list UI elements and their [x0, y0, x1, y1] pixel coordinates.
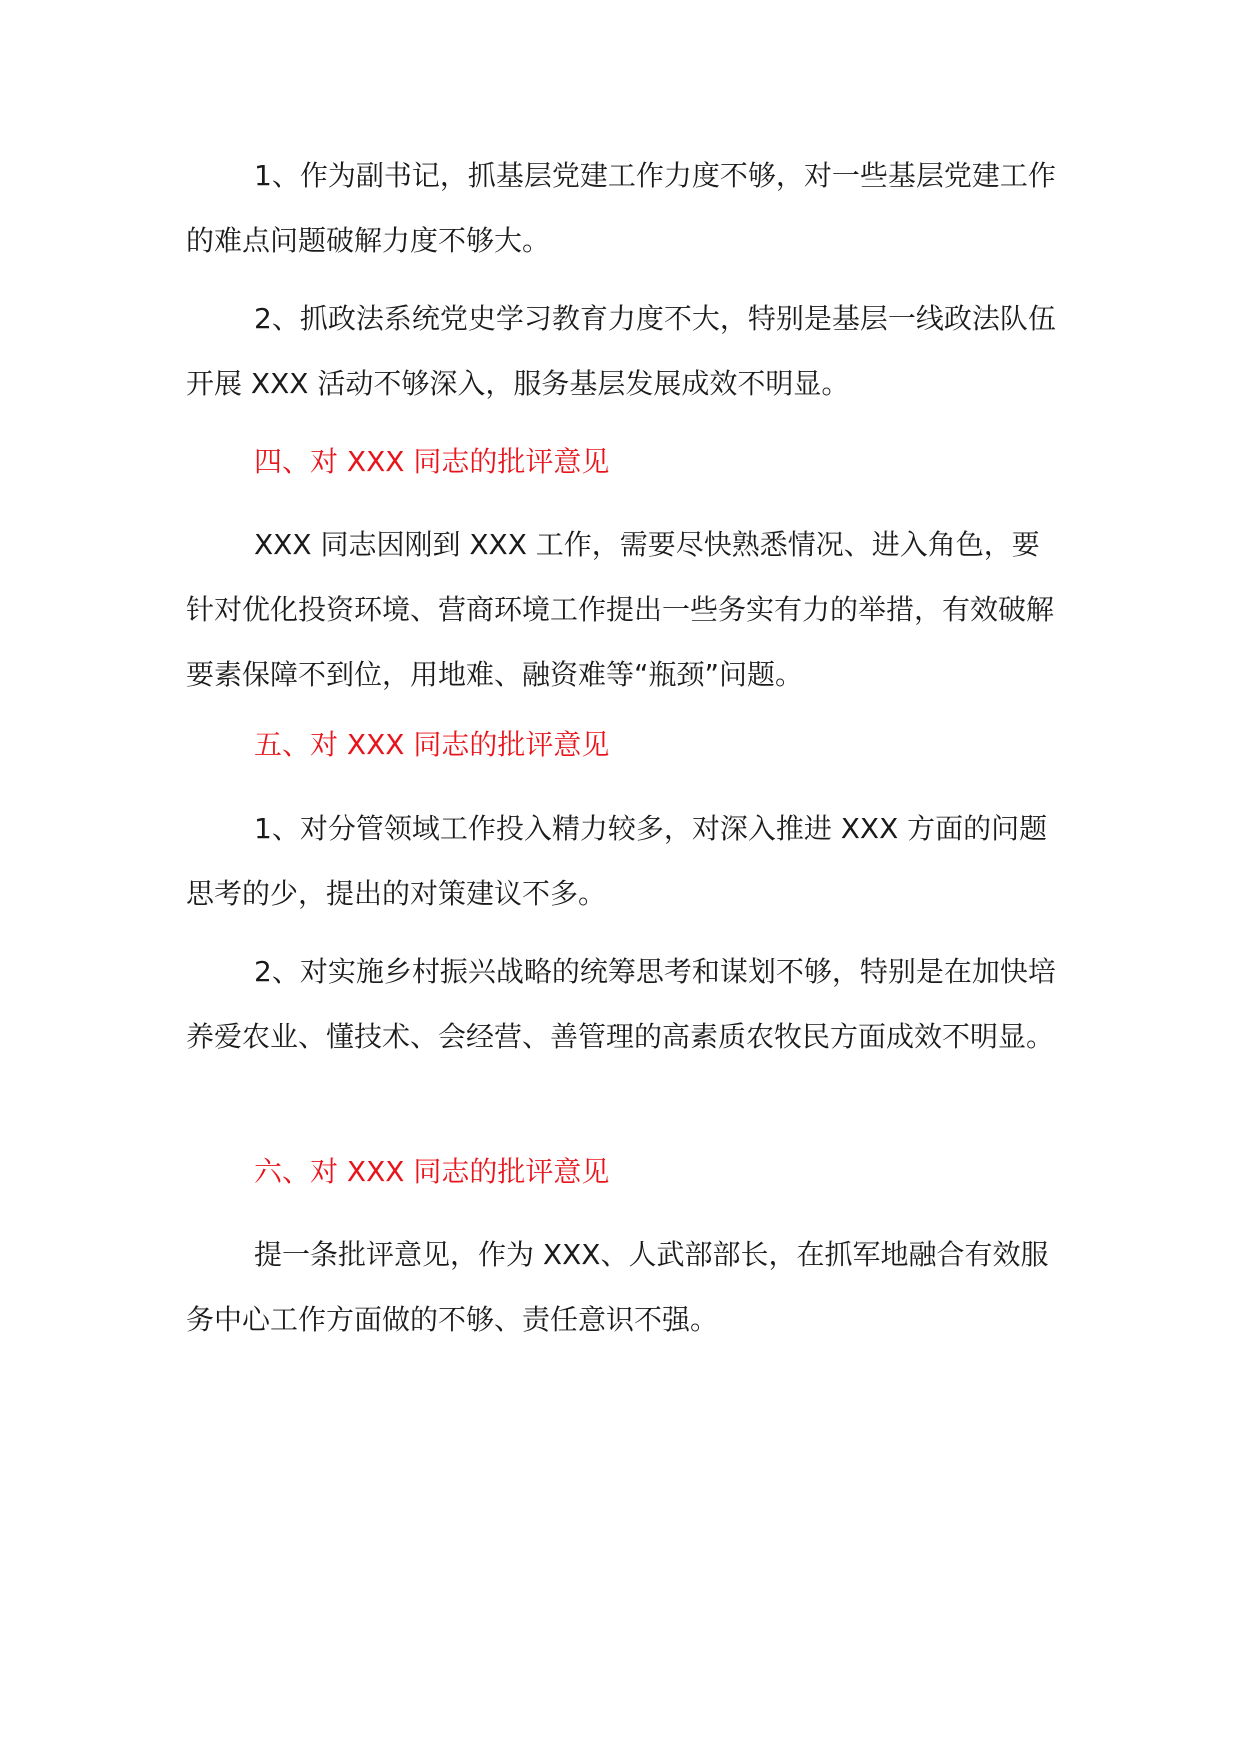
- section-heading-6: 六、对 XXX 同志的批评意见: [254, 1155, 610, 1188]
- paragraph-item-5-1: 1、对分管领域工作投入精力较多，对深入推进 XXX 方面的问题思考的少，提出的对策建议不多。: [186, 812, 1048, 910]
- paragraph-item-6: 提一条批评意见，作为 XXX、人武部部长，在抓军地融合有效服务中心工作方面做的不够、责任意识不强。: [186, 1238, 1049, 1336]
- paragraph-xxx-new-post: XXX 同志因刚到 XXX 工作，需要尽快熟悉情况、进入角色，要针对优化投资环境、营商环境工作提出一些务实有力的举措，有效破解要素保障不到位，用地难、融资难等“瓶颈”问题。: [186, 528, 1055, 691]
- paragraph-item-2: 2、抓政法系统党史学习教育力度不大，特别是基层一线政法队伍开展 XXX 活动不够深入，服务基层发展成效不明显。: [186, 302, 1056, 400]
- section-heading-4: 四、对 XXX 同志的批评意见: [254, 445, 610, 478]
- section-heading-5: 五、对 XXX 同志的批评意见: [254, 728, 610, 761]
- paragraph-item-1: 1、作为副书记，抓基层党建工作力度不够，对一些基层党建工作的难点问题破解力度不够大。: [186, 159, 1056, 257]
- paragraph-item-5-2: 2、对实施乡村振兴战略的统筹思考和谋划不够，特别是在加快培养爱农业、懂技术、会经营、善管理的高素质农牧民方面成效不明显。: [186, 955, 1056, 1053]
